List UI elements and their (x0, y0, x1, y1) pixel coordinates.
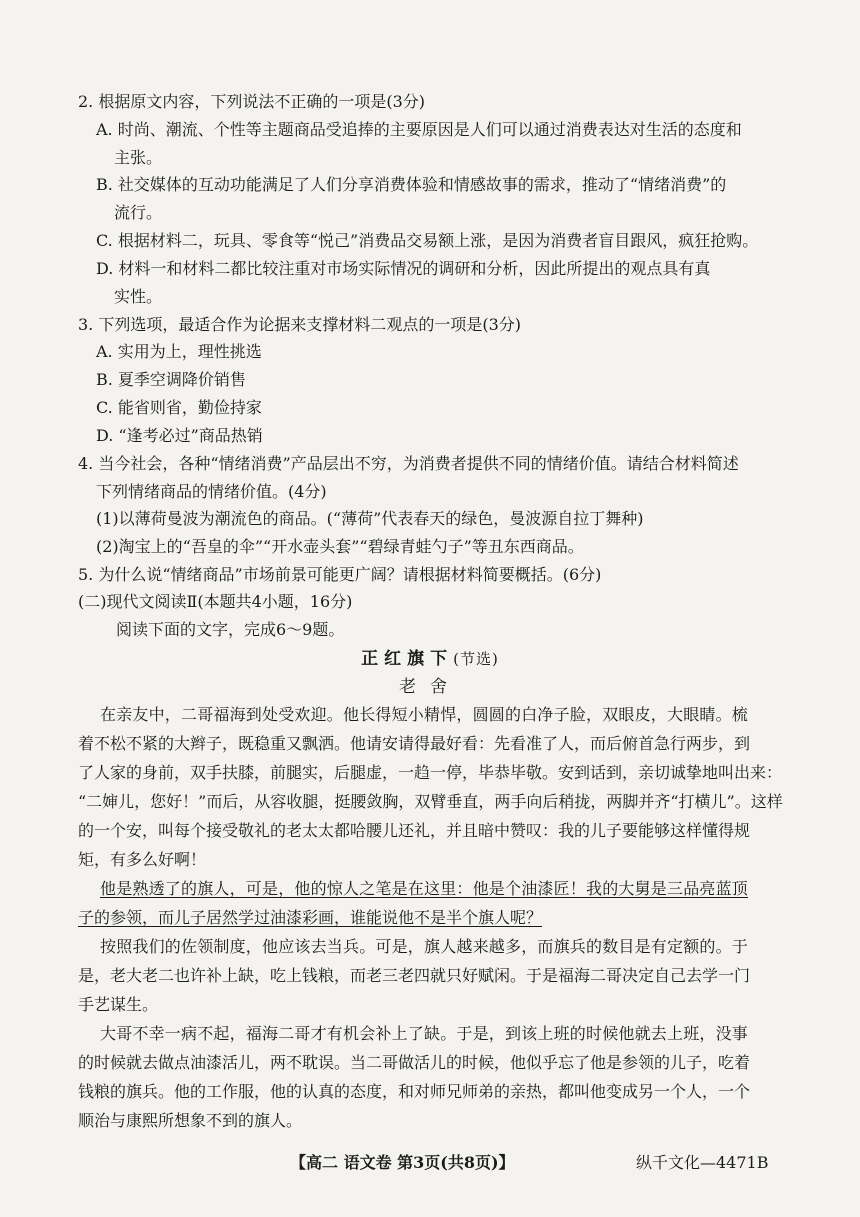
question-4-stem: 4. 当今社会，各种“情绪消费”产品层出不穷，为消费者提供不同的情绪价值。请结合材料简述 (78, 454, 739, 473)
question-2-option-a: A. 时尚、潮流、个性等主题商品受追捧的主要原因是人们可以通过消费表达对生活的态度和 (96, 120, 742, 139)
passage-line: 顺治与康熙所想象不到的旗人。 (78, 1111, 303, 1130)
question-3-option-c: C. 能省则省，勤俭持家 (96, 398, 262, 417)
question-2-option-b-cont: 流行。 (114, 203, 163, 222)
passage-line: 的一个安，叫每个接受敬礼的老太太都哈腰儿还礼，并且暗中赞叹：我的儿子要能够这样懂得规 (78, 821, 751, 840)
passage-line: 按照我们的佐领制度，他应该去当兵。可是，旗人越来越多，而旗兵的数目是有定额的。于 (100, 937, 749, 956)
passage-line: 大哥不幸一病不起，福海二哥才有机会补上了缺。于是，到该上班的时候他就去上班，没事 (100, 1024, 749, 1043)
passage-line: 手艺谋生。 (78, 995, 159, 1014)
page-footer-code: 纵千文化—4471B (636, 1153, 769, 1172)
passage-line: 钱粮的旗兵。他的工作服，他的认真的态度，和对师兄师弟的亲热，都叫他变成另一个人，一个 (78, 1082, 751, 1101)
question-2-option-a-cont: 主张。 (114, 148, 163, 167)
passage-line: “二婶儿，您好！”而后，从容收腿，挺腰敛胸，双臂垂直，两手向后稍拢，两脚并齐“打横儿”。这样 (78, 792, 783, 811)
question-2-option-b: B. 社交媒体的互动功能满足了人们分享消费体验和情感故事的需求，推动了“情绪消费”的 (96, 175, 727, 194)
section-heading: (二)现代文阅读Ⅱ(本题共4小题，16分) (78, 592, 353, 611)
passage-underlined-line: 子的参领，而儿子居然学过油漆彩画，谁能说他不是半个旗人呢？ (78, 908, 543, 927)
question-3-option-d: D. “逢考必过”商品热销 (96, 426, 263, 445)
passage-line: 矩，有多么好啊！ (78, 850, 207, 869)
question-4-part-1: (1)以薄荷曼波为潮流色的商品。(“薄荷”代表春天的绿色，曼波源自拉丁舞种) (96, 509, 644, 528)
passage-author: 老舍 (399, 677, 461, 697)
question-2-option-d-cont: 实性。 (114, 287, 163, 306)
passage-line: 是，老大老二也许补上缺，吃上钱粮，而老三老四就只好赋闲。于是福海二哥决定自己去学一门 (78, 966, 751, 985)
question-3-stem: 3. 下列选项，最适合作为论据来支撑材料二观点的一项是(3分) (78, 315, 522, 334)
section-instruction: 阅读下面的文字，完成6～9题。 (116, 620, 345, 639)
question-3-option-b: B. 夏季空调降价销售 (96, 370, 246, 389)
page-footer-label: 【高二 语文卷 第3页(共8页)】 (290, 1153, 515, 1172)
question-5-stem: 5. 为什么说“情绪商品”市场前景可能更广阔？请根据材料简要概括。(6分) (78, 565, 602, 584)
question-2-stem: 2. 根据原文内容，下列说法不正确的一项是(3分) (78, 92, 426, 111)
question-2-option-c: C. 根据材料二，玩具、零食等“悦己”消费品交易额上涨，是因为消费者盲目跟风，疯狂抢购。 (96, 231, 759, 250)
passage-line: 着不松不紧的大辫子，既稳重又飘洒。他请安请得最好看：先看准了人，而后俯首急行两步，到 (78, 734, 751, 753)
passage-underlined-line: 他是熟透了的旗人，可是，他的惊人之笔是在这里：他是个油漆匠！我的大舅是三品亮蓝顶 (100, 879, 749, 898)
question-4-stem-cont: 下列情绪商品的情绪价值。(4分) (96, 482, 327, 501)
question-3-option-a: A. 实用为上，理性挑选 (96, 342, 262, 361)
passage-title-text: 正红旗下 (361, 649, 454, 669)
passage-line: 的时候就去做点油漆活儿，两不耽误。当二哥做活儿的时候，他似乎忘了他是参领的儿子，吃着 (78, 1053, 751, 1072)
question-2-option-d: D. 材料一和材料二都比较注重对市场实际情况的调研和分析，因此所提出的观点具有真 (96, 259, 711, 278)
passage-line: 在亲友中，二哥福海到处受欢迎。他长得短小精悍，圆圆的白净子脸，双眼皮，大眼睛。梳 (100, 705, 749, 724)
question-4-part-2: (2)淘宝上的“吾皇的伞”“开水壶头套”“碧绿青蛙勺子”等丑东西商品。 (96, 537, 584, 556)
passage-line: 了人家的身前，双手扶膝，前腿实，后腿虚，一趋一停，毕恭毕敬。安到话到，亲切诚挚地叫出来： (78, 763, 783, 782)
passage-title (0, 648, 860, 670)
passage-title-note: (节选) (453, 650, 499, 668)
